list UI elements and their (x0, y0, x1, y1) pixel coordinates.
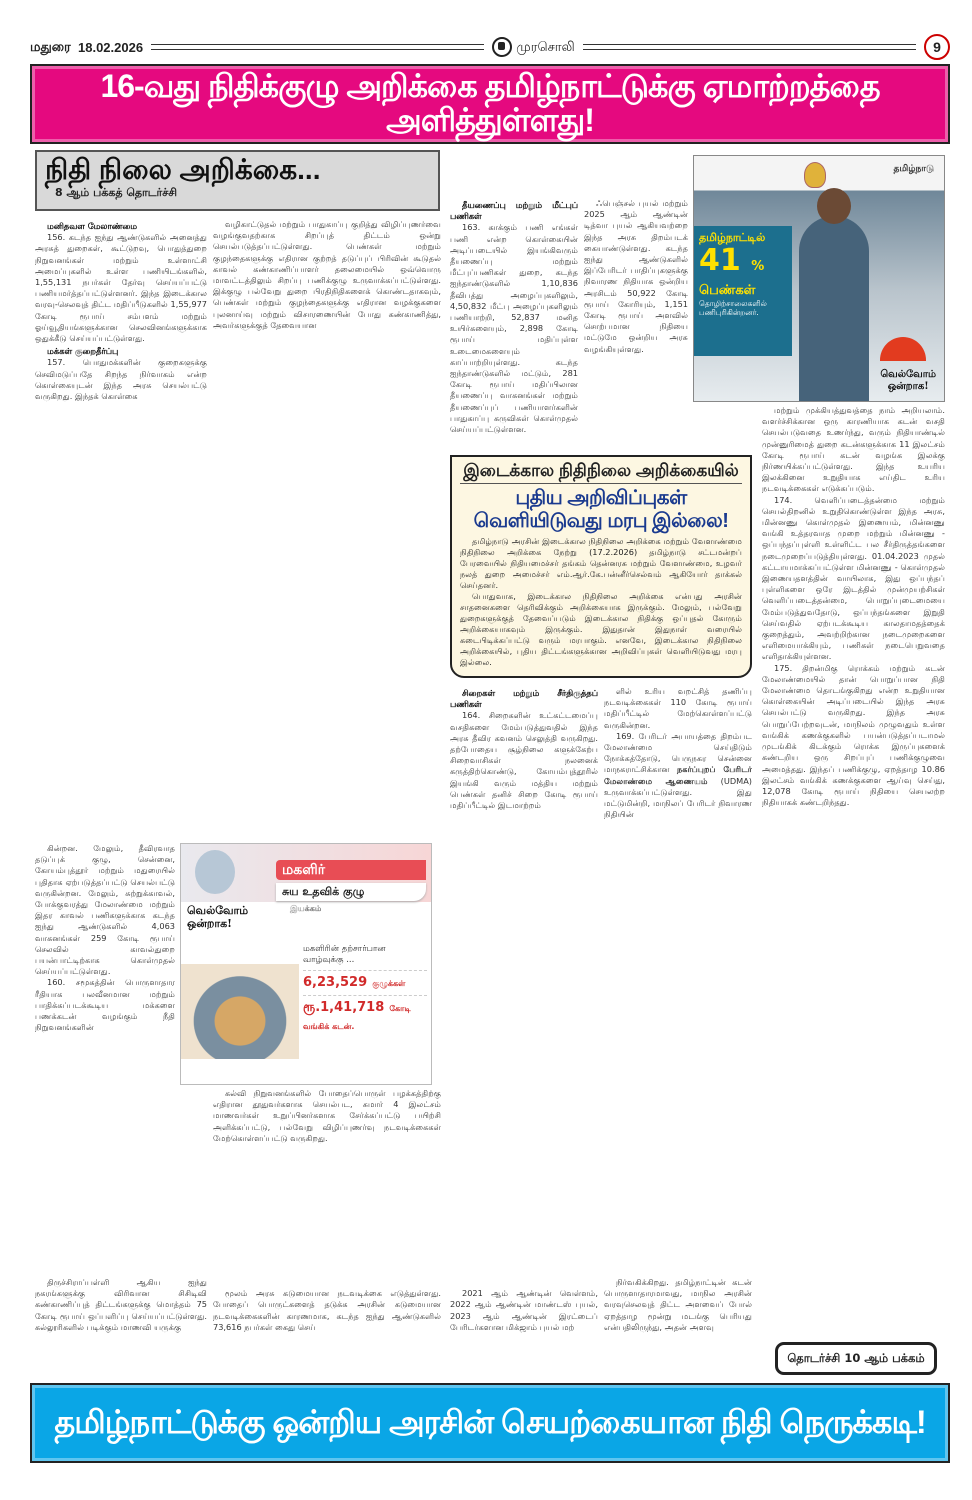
paragraph: 160. சமூகத்தின் பொருளாதார ரீதியாக பலவீனமான மற்றும் பாதிக்கப்படக்கூடிய மக்களை பணக்கடன் வழங்கும் நீதி நிறுவனங்களின் (35, 977, 175, 1033)
paragraph: 164. சிறைகளின் உட்கட்டமைப்பு வசதிகளை மேம்படுத்துவதில் இந்த அரசு தீவிர கவனம் செலுத்தி வருகிறது. தற்போதைய சூழ்நிலை களுக்கேற்ப சிறைவாசிகள் நலனைக் கருத்திற்கொண்டு, கோயம்புத்தூரில் இயங்கி வரும் மத்திய மற்றும் பெண்கள் தனிச் சிறை கோடி ரூபாய் மதிப்பீட்டில் இடமாற்றம் (450, 710, 598, 811)
article-column-4 (584, 198, 688, 450)
paragraph: திருச்சிராப்பள்ளி ஆகிய ஐந்து நகரங்களுக்கு விரிவான சிசிடிவி கண்காணிப்புத் திட்டங்களுக்கு மொத்தம் 75 கோடி ரூபாய் ஒப்பளிப்பு செய்யப்பட்டுள்ளது. கல்லூரிகளில் படிக்கும் மாணவி யருக்கு (35, 1276, 207, 1332)
women-workforce-ad (693, 155, 945, 402)
section-heading: தீயணைப்பு மற்றும் மீட்புப் பணிகள் (450, 200, 578, 222)
article-title-box (35, 150, 440, 211)
paragraph: பொதுவாக, இடைக்கால நிதிநிலை அறிக்கை என்பது அரசின் சாதனைகளை தெரிவிக்கும் அறிக்கையாக இருக்கும். மேலும், பல்வேறு துறைகளுக்குத் தேவைப்படும் இடைக்கால நிதிக்கு ஒப்புதல் கோரும் அறிக்கையாகவும் இருக்கும். இதுதான் இதுநாள் வரையில் கடைபிடிக்கப்பட்டு வரும் மரபாகும். எனவே, இடைக்கால நிதிநிலை அறிக்கையில், புதிய திட்டங்களுக்கான அறிவிப்புகள் வெளியிடுவது மரபு இல்லை. (460, 591, 742, 667)
ad-headline: தமிழ்நாட்டில் (699, 231, 766, 244)
ad-brand: தமிழ்நாடு (893, 164, 934, 174)
paragraph: கின்றன. மேலும், தீவிரவாத தடுப்புக் குழு, சென்னை, கோயம்புத்தூர் மற்றும் மதுரையில் புதிதாக ஏற்படுத்தப்பட்டு செயல்பட்டு வருகின்றன. மேலும், சுற்றுக்காவல், போக்குவரத்து மேலாண்மை மற்றும் இதர காவல் பணிகளுக்காக கடந்த ஐந்து ஆண்டுகளில் 4,063 வாகனங்கள் 259 கோடி ரூபாய் செலவில் காவல்துறை பயன்பாட்டிற்காக கொள்முதல் செய்யப்பட்டுள்ளது. (35, 843, 175, 977)
header-rule (583, 44, 916, 50)
paragraph: நிர்வகிக்கிறது. தமிழ்நாட்டின் கடன் பொருளாதாரமாவது, மாநில அரசின் வரவுசெலவுத் திட்ட அளவைப் போல் ஏறத்தாழ மூன்று மடங்கு பெரியது என்பதிலிருந்து, அதன் அளவு (604, 1276, 752, 1332)
article-column-2 (213, 219, 441, 840)
section-heading: மனிதவள மேலாண்மை (47, 221, 138, 231)
drum-logo-icon (492, 37, 512, 57)
sun-graphic-icon (880, 337, 926, 361)
top-headline-banner: 16-வது நிதிக்குழு அறிக்கை தமிழ்நாட்டுக்கு ஏமாற்றத்தை அளித்துள்ளது! (30, 64, 950, 144)
shg-groups-stat: 6,23,529 குழுக்கள் (303, 970, 427, 991)
paragraph: 174. வெளிப்படைத்தன்மை மற்றும் செயல்திறனில் உறுதிகொண்டுள்ள இந்த அரசு, மின்னணு கொள்முதல் இணையம், மின்னணு வங்கி உத்தரவாத முறை மற்றும் மின்னணு - ஒப்பந்தப்புள்ளி உள்ளிட்ட பல சீர்திருத்தங்களை நடைமுறைப்படுத்தியுள்ளது. 01.04.2023 முதல் கட்டாயமாக்கப்பட்டுள்ள மின்னணு - கொள்முதல் இணையதளத்தின் வாயிலாக, இது ஒப்பந்தப் புள்ளிகளை ஒரே இடத்தில் முன்முயற்சிகள் வெளிப்படைத்தன்மை, பொறுப்புடைமையை மேம்படுத்துவதோடு, ஒப்பந்தங்களை இறுதி செய்வதில் ஏற்படக்கூடிய காலதாமதத்தைக் குறைத்தும், அவற்றிற்கான நடைமுறைகளை எளிமையாக்கியும், பணிகள் நடைபெறுவதை எளிதாக்கியுள்ளன. (762, 494, 945, 662)
section-heading: சிறைகள் மற்றும் சீர்திருத்தப் பணிகள் (450, 688, 598, 710)
page-header (30, 36, 950, 58)
page-number: 9 (924, 34, 950, 60)
shg-title: மகளிர் (276, 860, 426, 880)
women-group-photo (181, 964, 299, 1059)
article-column-1-wrap (35, 843, 175, 1083)
interim-budget-notice-box (450, 455, 752, 678)
paragraph: வழிகாட்டுதல் மற்றும் பாதுகாப்பு குறித்து விழிப்புணர்வை வழங்குவதற்காக சிறப்புத் திட்டம் ஒன்று செயல்படுத்தப்பட்டுள்ளது. பெண்கள் மற்றும் குழந்தைகளுக்கு எதிரான குற்றத் தடுப்புப் பிரிவின் கூடுதல் காவல் கண்காணிப்பாளர் தலைமையில் ஒவ்வொரு மாவட்டத்திலும் சிறப்பு பணிக்குழு உருவாக்கப்பட்டுள்ளது. இக்குழு பல்வேறு துறை பிரதிநிதிகளைக் கொண்டதாகவும், பெண்கள் மற்றும் குழந்தைகளுக்கு எதிரான வழக்குகளை புலனாய்வு மற்றும் விசாரணையின் போது கண்காணித்து, அவர்களுக்குத் தேவையான (213, 219, 441, 330)
article-title: நிதி நிலை அறிக்கை... (45, 154, 321, 185)
shg-stats-group (303, 944, 427, 1034)
paragraph: 175. திறன்மிகு ரொக்கம் மற்றும் கடன் மேலாண்மையில் தான் பொறுப்பான நிதி மேலாண்மை தொடங்குகிறது என்ற உறுதியான கொள்கையின் அடிப்படையில் இந்த அரசு செயல்பட்டு வருகிறது. இந்த அரசு பொறுப்பேற்றவுடன், மாநிலம் முழுவதும் உள்ள வங்கிக் கணக்குகளில் பயன்படுத்தப்படாமல் முடங்கிக் கிடக்கும் ரொக்க இருப்புகளைக் கண்டறிய ஒரு சிறப்புப் பணிக்குழுவை அமைத்தது. இந்தப் பணிக்குழு, ஏறத்தாழ 10.86 இலட்சம் வங்கிக் கணக்குகளை ஆய்வு செய்து, 12,078 கோடி ரூபாய் நிதியை செயலற்ற நிதியாகக் கண்டறிந்தது. (762, 662, 945, 808)
worker-photo (799, 216, 869, 402)
article-column-1 (35, 219, 207, 840)
paragraph: ளில் உரிய வறட்சித் தணிப்பு நடவடிக்கைகள் 110 கோடி ரூபாய் மதிப்பீட்டில் மேற்கொள்ளப்பட்டு வருகின்றன. (604, 686, 752, 730)
paragraph: 163. காக்கும் பணி எங்கள் பணி என்ற கொள்கையின் அடிப்படையில் இயங்கிவரும் தீயணைப்பு மற்றும் மீட்புப்பணிகள் துறை, கடந்த ஐந்தாண்டுகளில் 1,10,836 தீவிபத்து அழைப்புகளிலும், 4,50,832 மீட்பு அழைப்புகளிலும் பணியாற்றி, 52,837 மனித உயிர்களையும், 2,898 கோடி ரூபாய் மதிப்புள்ள உடைமைகளையும் காப்பாற்றியுள்ளது. கடந்த ஐந்தாண்டுகளில் மட்டும், 281 கோடி ரூபாய் மதிப்பிலான தீயணைப்பு வாகனங்கள் மற்றும் தீயணைப்புப் பணியாளர்களின் பாதுகாப்பு கருவிகள் கொள்முதல் செய்யப்பட்டுள்ளன. (450, 222, 578, 435)
paragraph: 156. கடந்த ஐந்து ஆண்டுகளில் அனைத்து அரசுத் துறைகள், கூட்டுறவு, பொதுத்துறை நிறுவனங்கள் மற்றும் உள்ளாட்சி அமைப்புகளில் உள்ள பணியிடங்களில், 1,55,131 நபர்கள் தேர்வு செய்யப்பட்டு பணியமர்த்தப்பட்டுள்ளனர். இந்த இடைக்கால வரவு-செலவுத் திட்ட மதிப்பீடுகளில் 1,55,977 கோடி ரூபாய் சம்பளம் மற்றும் ஓய்வூதியங்களுக்கான செலவினங்களுக்காக ஒதுக்கீடு செய்யப்பட்டுள்ளது. (35, 232, 207, 344)
edition-date: 18.02.2026 (78, 39, 144, 55)
shg-loan-stat: ரூ.1,41,718 கோடி வங்கிக் கடன். (303, 995, 427, 1034)
paragraph: மூலம் அரசு கடுமையான நடவடிக்கை எடுத்துள்ளது. போதைப் பொருட்களைத் தடுக்க அரசின் கடுமையான நடவடிக்கைகளின் காரணமாக, கடந்த ஐந்து ஆண்டுகளில் 73,616 நபர்கள் கைது செய் (213, 1288, 441, 1332)
section-heading: மக்கள் குறைதீர்ப்பு (47, 346, 119, 357)
article-column-4-lower (604, 686, 752, 1333)
shg-title-group (276, 860, 426, 914)
article-column-3 (450, 198, 578, 450)
paper-name: முரசொலி (516, 38, 575, 54)
paragraph: 169. பேரிடர் அபாயத்தை திறம்பட மேலாண்மை செய்திடும் நோக்கத்தோடு, பெருநகர சென்னை மாநகராட்சிக்கான நகர்ப்புறப் பேரிடர் மேலாண்மை ஆணையம் (UDMA) உருவாக்கப்பட்டுள்ளது. இது மட்டுமின்றி, மாநிலப் பேரிடர் நிவாரண நிதியின் (604, 730, 752, 820)
notice-heading: இடைக்கால நிதிநிலை அறிக்கையில் (460, 461, 742, 484)
article-continuation-note: 8 ஆம் பக்கத் தொடர்ச்சி (55, 186, 178, 199)
tn-emblem-icon (804, 162, 826, 188)
paragraph: மற்றும் முக்கியத்துவத்தை நாம் அறியலாம். வளர்ச்சிக்கான ஒரு காரணியாக கடன் வசதி செயல்படுவதை உணர்ந்து, வரும் நிதியாண்டில் முன்னுரிமைத் துறை கடன்களுக்காக 11 இலட்சம் கோடி ரூபாய் கடன் வழங்க இலக்கு நிர்ணயிக்கப்பட்டுள்ளது. இந்த உயரிய இலக்கினை உறுதியாக எய்திட உரிய நடவடிக்கைகள் எடுக்கப்படும். (762, 405, 945, 494)
self-help-group-ad (180, 843, 432, 1085)
shg-tagline: மகளிரின் தற்சார்பான வாழ்வுக்கு ... (303, 944, 386, 965)
paragraph: தமிழ்நாடு அரசின் இடைக்கால நிதிநிலை அறிக்கை மற்றும் வேளாண்மை நிதிநிலை அறிக்கை நேற்று (17.2.2026) தமிழ்நாடு சட்டமன்றப் பேரவையில் நிதியமைச்சர் தங்கம் தென்னரசு மற்றும் வேளாண்மை, உழவர் நலத் துறை அமைச்சர் எம்.ஆர்.கே.பன்னீர்செல்வம் ஆகியோர் தாக்கல் செய்தனர். (460, 536, 742, 590)
article-column-1-bottom (35, 1088, 207, 1333)
ad-percent: 41 % (699, 243, 765, 278)
ad-subject: பெண்கள் (699, 283, 756, 298)
ad-slogan: வெல்வோம் ஒன்றாக! (187, 904, 249, 930)
article-column-3-lower (450, 686, 598, 1333)
article-column-2-bottom (213, 1088, 441, 1333)
paragraph: கல்வி நிறுவனங்களில் போதைப்பொருள் பழக்கத்திற்கு எதிரான தூதுவர்களாக செயல்பட, சுமார் 4 இலட்சம் மாணவர்கள் உறுப்பினர்களாக சேர்க்கப்பட்டு பயிற்சி அளிக்கப்பட்டு, பல்வேறு விழிப்புணர்வு நடவடிக்கைகள் மேற்கொள்ளப்பட்டு வருகிறது. (213, 1088, 441, 1143)
shg-movement: இயக்கம் (290, 904, 322, 913)
masthead-logo (492, 37, 575, 57)
edition-city: மதுரை (30, 38, 71, 54)
ad-slogan: வெல்வோம் ஒன்றாக! (880, 369, 936, 392)
bottom-headline-banner: தமிழ்நாட்டுக்கு ஒன்றிய அரசின் செயற்கையான நிதி நெருக்கடி! (30, 1383, 950, 1463)
continued-on-page-box: தொடர்ச்சி 10 ஆம் பக்கம் (775, 1342, 937, 1375)
paragraph: 2021 ஆம் ஆண்டின் வெள்ளம், 2022 ஆம் ஆண்டின் மாண்டஸ் புயல், 2023 ஆம் ஆண்டின் இரட்டைப் பேரிடர்களான மிக்ஜாம் புயல் மற் (450, 1288, 598, 1332)
paragraph: ஃபெஞ்சல் புயல் மற்றும் 2025 ஆம் ஆண்டின் டித்வா புயல் ஆகியவற்றை இந்த அரசு திறம்படக் கையாண்டுள்ளது. கடந்த ஐந்து ஆண்டுகளில் இப்பேரிடர் பாதிப்புகளுக்கு நிவாரண நிதியாக ஒன்றிய அரசிடம் 50,922 கோடி ரூபாய் கோரியும், 1,151 கோடி ரூபாய் அளவில் சொற்பமான நிதியை மட்டுமே ஒன்றிய அரசு வழங்கியுள்ளது. (584, 198, 688, 354)
leader-portrait-icon (195, 850, 235, 894)
shg-subtitle: சுய உதவிக் குழு (276, 883, 426, 901)
ad-stat-panel (694, 226, 792, 356)
paragraph: 157. பொதுமக்களின் குறைகளுக்கு செவிமடுப்பதே சிறந்த நிர்வாகம் என்ற கொள்கையுடன் இந்த அரசு செயல்பட்டு வருகிறது. இந்தக் கொள்கை (35, 357, 207, 402)
header-rule (151, 44, 484, 50)
notice-subheading: புதிய அறிவிப்புகள் வெளியிடுவது மரபு இல்லை! (473, 487, 729, 532)
article-column-5 (762, 405, 945, 1335)
ad-caption: தொழிற்சாலைகளில் பணிபுரிகின்றனர். (699, 299, 767, 317)
